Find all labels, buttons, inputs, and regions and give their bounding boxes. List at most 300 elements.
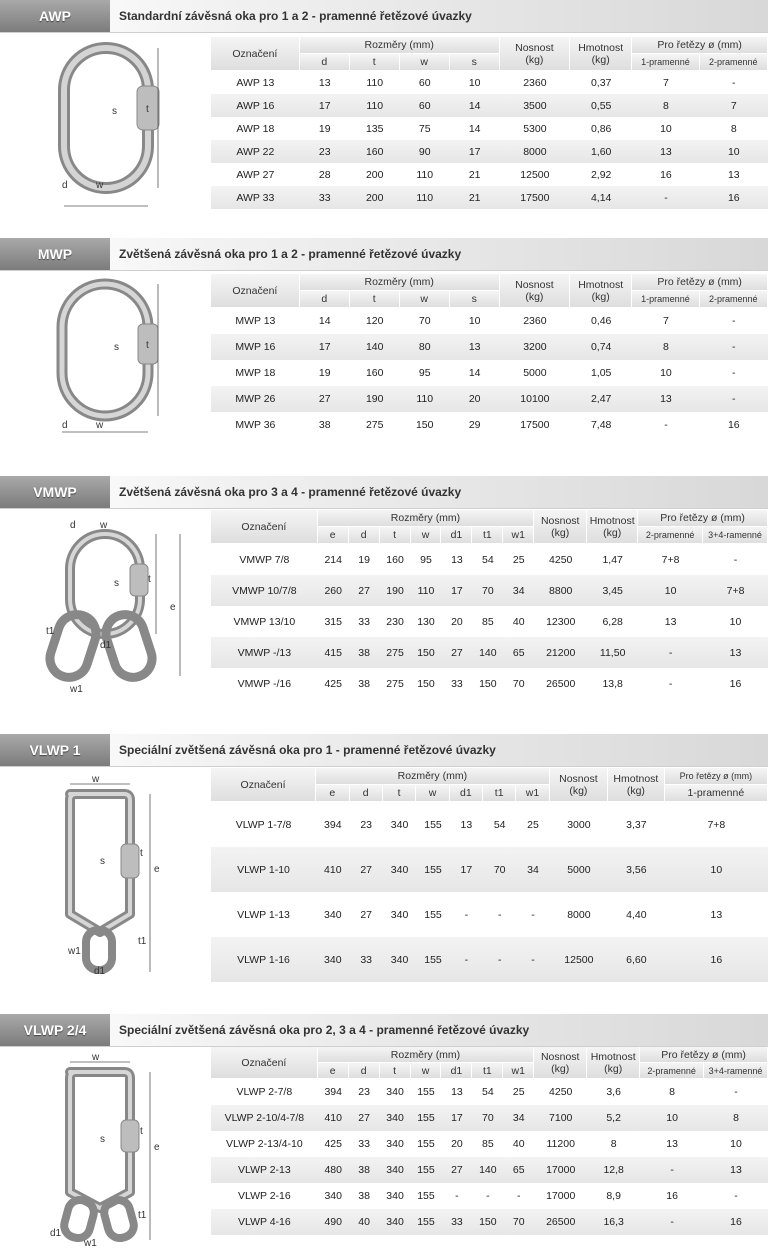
table-cell: 20 — [441, 606, 472, 637]
table-cell: 17 — [441, 1105, 472, 1131]
dim-label-t: t — [140, 848, 143, 859]
table-cell: AWP 16 — [211, 94, 300, 117]
table-cell: 70 — [472, 575, 503, 606]
table-cell: 19 — [349, 544, 380, 575]
table-row — [211, 1157, 768, 1183]
table-cell: 70 — [483, 847, 516, 892]
table-cell: 8000 — [550, 892, 608, 937]
table-cell: 65 — [503, 637, 534, 668]
table-cell: 340 — [383, 802, 416, 847]
table-cell: - — [704, 1079, 768, 1105]
table-cell: 33 — [441, 1209, 472, 1235]
table-cell: 110 — [411, 575, 442, 606]
table-cell: 8 — [704, 1105, 768, 1131]
table-row — [211, 637, 768, 668]
table-cell: 10 — [700, 140, 768, 163]
table-cell: 13,8 — [587, 668, 638, 699]
table-cell: 315 — [318, 606, 349, 637]
dim-header: e — [318, 1063, 349, 1079]
dim-header: d — [349, 527, 380, 544]
table-cell: 2,47 — [570, 386, 632, 412]
table-cell: 27 — [441, 1157, 472, 1183]
table-cell: 14 — [300, 308, 350, 334]
table-row — [211, 802, 768, 847]
table-cell: AWP 18 — [211, 117, 300, 140]
table-cell: 12500 — [550, 937, 608, 982]
table-cell: 2360 — [500, 308, 570, 334]
product-code: MWP — [0, 238, 110, 270]
table-cell: 10 — [703, 606, 768, 637]
table-cell: 16,3 — [587, 1209, 640, 1235]
table-cell: MWP 16 — [211, 334, 300, 360]
table-cell: - — [516, 937, 549, 982]
table-cell: 19 — [300, 117, 350, 140]
table-cell: 155 — [411, 1209, 442, 1235]
dim-header: w — [411, 1063, 442, 1079]
table-cell: 33 — [349, 1131, 380, 1157]
col-pro-retezy: Pro řetězy ø (mm) — [665, 768, 768, 785]
table-cell: 0,37 — [570, 71, 632, 94]
dim-header: t1 — [472, 527, 503, 544]
table-cell: 20 — [450, 386, 500, 412]
dim-header: t1 — [483, 785, 516, 802]
dim-header: w — [400, 291, 450, 308]
table-row — [211, 847, 768, 892]
table-cell: 7100 — [534, 1105, 587, 1131]
col-hmotnost — [587, 1047, 640, 1079]
table-cell: 230 — [380, 606, 411, 637]
table-cell: 1,47 — [587, 544, 638, 575]
table-cell: 155 — [416, 937, 449, 982]
table-cell: 5300 — [500, 117, 570, 140]
table-cell: 3,45 — [587, 575, 638, 606]
table-cell: 13 — [441, 1079, 472, 1105]
table-cell: VLWP 2-13 — [211, 1157, 318, 1183]
chain-header: 3+4-ramenné — [703, 527, 768, 544]
table-cell: VLWP 1-10 — [211, 847, 316, 892]
col-nosnost — [550, 768, 608, 802]
dim-header: w1 — [503, 1063, 534, 1079]
table-cell: 415 — [318, 637, 349, 668]
table-cell: 1,60 — [570, 140, 632, 163]
table-cell: VMWP -/16 — [211, 668, 318, 699]
spec-table — [211, 274, 768, 438]
table-cell: 340 — [316, 937, 349, 982]
table-cell: 27 — [441, 637, 472, 668]
table-row — [211, 163, 768, 186]
chain-header: 2-pramenné — [700, 54, 768, 71]
table-cell: 13 — [632, 140, 699, 163]
dim-header: t — [383, 785, 416, 802]
table-cell: VLWP 2-16 — [211, 1183, 318, 1209]
table-cell: 10 — [450, 71, 500, 94]
table-cell: 155 — [411, 1079, 442, 1105]
table-cell: 16 — [700, 412, 768, 438]
chain-header: 2-pramenné — [638, 527, 703, 544]
table-cell: 110 — [350, 94, 400, 117]
kg-label: (kg) — [569, 784, 588, 797]
table-cell: 17500 — [500, 186, 570, 209]
col-rozmery: Rozměry (mm) — [318, 510, 535, 527]
table-cell: MWP 18 — [211, 360, 300, 386]
table-cell: - — [638, 668, 703, 699]
col-oznaceni: Označení — [211, 1047, 318, 1079]
product-code: VMWP — [0, 476, 110, 508]
table-row — [211, 575, 768, 606]
nosnost-label: Nosnost — [515, 41, 554, 54]
table-cell: 5000 — [550, 847, 608, 892]
table-cell: 54 — [472, 544, 503, 575]
dim-label-w: w — [96, 420, 104, 431]
table-cell: 14 — [450, 117, 500, 140]
table-row — [211, 334, 768, 360]
section-title: Zvětšená závěsná oka pro 3 a 4 - pramenné řetězové úvazky — [119, 485, 462, 499]
col-rozmery: Rozměry (mm) — [300, 37, 500, 54]
table-cell: 340 — [380, 1209, 411, 1235]
col-pro-retezy: Pro řetězy ø (mm) — [632, 274, 768, 291]
hmotnost-label: Hmotnost — [578, 41, 624, 54]
table-cell: 425 — [318, 1131, 349, 1157]
table-cell: - — [483, 937, 516, 982]
dim-header: w1 — [503, 527, 534, 544]
table-cell: 200 — [350, 163, 400, 186]
table-cell: 26500 — [534, 668, 587, 699]
dim-header: w — [416, 785, 449, 802]
table-cell: 7+8 — [665, 802, 768, 847]
table-cell: - — [700, 334, 768, 360]
table-cell: 7,48 — [570, 412, 632, 438]
dim-label-d: d — [62, 180, 68, 191]
kg-label: (kg) — [603, 526, 622, 539]
table-cell: 34 — [516, 847, 549, 892]
table-cell: 3,56 — [608, 847, 665, 892]
table-cell: 110 — [400, 386, 450, 412]
table-cell: 33 — [441, 668, 472, 699]
table-cell: 70 — [503, 668, 534, 699]
table-cell: 26500 — [534, 1209, 587, 1235]
dim-header: e — [318, 527, 349, 544]
table-cell: 4250 — [534, 544, 587, 575]
kg-label: (kg) — [525, 53, 544, 66]
col-hmotnost — [587, 510, 638, 544]
chain-header: 3+4-ramenné — [704, 1063, 768, 1079]
table-cell: 200 — [350, 186, 400, 209]
table-cell: 480 — [318, 1157, 349, 1183]
table-cell: AWP 27 — [211, 163, 300, 186]
table-cell: - — [704, 1183, 768, 1209]
dim-label-d1: d1 — [50, 1228, 62, 1239]
vlwp24-figure — [0, 1050, 210, 1248]
table-cell: 1,05 — [570, 360, 632, 386]
table-cell: 340 — [380, 1105, 411, 1131]
table-cell: 7 — [632, 308, 699, 334]
table-cell: 21200 — [534, 637, 587, 668]
table-cell: 38 — [349, 1183, 380, 1209]
table-row — [211, 937, 768, 982]
table-cell: VMWP 7/8 — [211, 544, 318, 575]
product-code: VLWP 2/4 — [0, 1014, 110, 1046]
table-row — [211, 117, 768, 140]
table-cell: 38 — [300, 412, 350, 438]
dim-label-s: s — [114, 578, 119, 589]
table-cell: 0,74 — [570, 334, 632, 360]
table-cell: 12500 — [500, 163, 570, 186]
table-cell: MWP 26 — [211, 386, 300, 412]
table-cell: 340 — [316, 892, 349, 937]
table-cell: 16 — [700, 186, 768, 209]
table-cell: 17 — [450, 847, 483, 892]
table-cell: 38 — [349, 637, 380, 668]
dim-header: d1 — [441, 1063, 472, 1079]
table-cell: VLWP 2-10/4-7/8 — [211, 1105, 318, 1131]
table-cell: 60 — [400, 71, 450, 94]
table-cell: 17500 — [500, 412, 570, 438]
table-cell: 0,55 — [570, 94, 632, 117]
table-cell: 33 — [350, 937, 383, 982]
table-cell: 410 — [316, 847, 349, 892]
hmotnost-label: Hmotnost — [578, 278, 624, 291]
table-cell: VMWP -/13 — [211, 637, 318, 668]
col-rozmery: Rozměry (mm) — [318, 1047, 535, 1063]
dim-header: w — [411, 527, 442, 544]
table-cell: 27 — [300, 386, 350, 412]
table-cell: 80 — [400, 334, 450, 360]
table-cell: 5000 — [500, 360, 570, 386]
dim-label-e: e — [154, 1142, 160, 1153]
dim-label-w: w — [96, 180, 104, 191]
table-cell: 7 — [700, 94, 768, 117]
table-cell: 340 — [383, 937, 416, 982]
table-cell: 13 — [640, 1131, 704, 1157]
product-code: VLWP 1 — [0, 734, 110, 766]
table-cell: 16 — [665, 937, 768, 982]
table-cell: 11200 — [534, 1131, 587, 1157]
table-cell: 13 — [665, 892, 768, 937]
dim-label-w1: w1 — [84, 1238, 97, 1248]
table-cell: 7+8 — [703, 575, 768, 606]
col-rozmery: Rozměry (mm) — [300, 274, 500, 291]
dim-header: d — [350, 785, 383, 802]
col-hmotnost — [608, 768, 665, 802]
table-cell: - — [516, 892, 549, 937]
table-cell: 10 — [640, 1105, 704, 1131]
dim-label-d1: d1 — [100, 640, 112, 651]
table-row — [211, 544, 768, 575]
table-cell: 150 — [472, 1209, 503, 1235]
table-cell: VLWP 1-16 — [211, 937, 316, 982]
dim-label-s: s — [100, 856, 105, 867]
table-cell: 394 — [316, 802, 349, 847]
table-cell: 160 — [350, 360, 400, 386]
table-cell: 13 — [441, 544, 472, 575]
table-cell: 0,46 — [570, 308, 632, 334]
table-cell: 155 — [411, 1183, 442, 1209]
kg-label: (kg) — [591, 290, 610, 303]
col-hmotnost — [570, 37, 632, 71]
table-cell: 40 — [503, 606, 534, 637]
table-cell: 7+8 — [638, 544, 703, 575]
table-row — [211, 1105, 768, 1131]
table-cell: 27 — [349, 575, 380, 606]
dim-label-t: t — [148, 574, 151, 585]
table-cell: 340 — [380, 1079, 411, 1105]
table-cell: 95 — [411, 544, 442, 575]
table-cell: 110 — [400, 163, 450, 186]
table-cell: 23 — [349, 1079, 380, 1105]
col-oznaceni: Označení — [211, 274, 300, 308]
hmotnost-label: Hmotnost — [590, 1050, 636, 1063]
dim-header: e — [316, 785, 349, 802]
kg-label: (kg) — [626, 784, 645, 797]
kg-label: (kg) — [604, 1062, 623, 1075]
table-cell: 340 — [380, 1183, 411, 1209]
mwp-figure — [0, 276, 210, 436]
table-cell: 340 — [380, 1157, 411, 1183]
table-cell: - — [450, 892, 483, 937]
table-cell: 4,14 — [570, 186, 632, 209]
table-cell: 60 — [400, 94, 450, 117]
table-cell: VLWP 4-16 — [211, 1209, 318, 1235]
table-cell: - — [632, 412, 699, 438]
table-cell: 10100 — [500, 386, 570, 412]
table-row — [211, 308, 768, 334]
kg-label: (kg) — [591, 53, 610, 66]
table-cell: 21 — [450, 163, 500, 186]
section-title: Standardní závěsná oka pro 1 a 2 - pramenné řetězové úvazky — [119, 9, 472, 23]
table-cell: 155 — [411, 1105, 442, 1131]
table-row — [211, 1131, 768, 1157]
table-cell: 17 — [300, 334, 350, 360]
product-code: AWP — [0, 0, 110, 32]
table-cell: 16 — [703, 668, 768, 699]
table-cell: VLWP 2-13/4-10 — [211, 1131, 318, 1157]
table-cell: 155 — [416, 802, 449, 847]
table-cell: VLWP 2-7/8 — [211, 1079, 318, 1105]
table-cell: 275 — [380, 668, 411, 699]
table-cell: 410 — [318, 1105, 349, 1131]
dim-header: t — [350, 54, 400, 71]
spec-table — [211, 768, 768, 982]
col-oznaceni: Označení — [211, 510, 318, 544]
table-cell: 190 — [380, 575, 411, 606]
table-cell: 150 — [472, 668, 503, 699]
table-cell: 13 — [632, 386, 699, 412]
table-cell: 28 — [300, 163, 350, 186]
table-cell: 27 — [350, 892, 383, 937]
kg-label: (kg) — [551, 526, 570, 539]
dim-header: s — [450, 54, 500, 71]
table-cell: 40 — [503, 1131, 534, 1157]
table-cell: 13 — [450, 802, 483, 847]
dim-label-w1: w1 — [70, 684, 83, 695]
dim-label-t: t — [140, 1126, 143, 1137]
chain-header: 2-pramenné — [640, 1063, 704, 1079]
table-cell: 16 — [704, 1209, 768, 1235]
col-oznaceni: Označení — [211, 768, 316, 802]
table-cell: - — [483, 892, 516, 937]
table-cell: 13 — [450, 334, 500, 360]
table-cell: 33 — [300, 186, 350, 209]
table-cell: 260 — [318, 575, 349, 606]
table-cell: 2,92 — [570, 163, 632, 186]
col-pro-retezy: Pro řetězy ø (mm) — [640, 1047, 768, 1063]
table-cell: 14 — [450, 94, 500, 117]
dim-header: d — [300, 291, 350, 308]
dim-label-d: d — [62, 420, 68, 431]
col-nosnost — [500, 37, 570, 71]
table-cell: 23 — [350, 802, 383, 847]
section-vlwp1 — [0, 734, 768, 1004]
table-cell: 130 — [411, 606, 442, 637]
dim-header: d1 — [441, 527, 472, 544]
table-cell: MWP 13 — [211, 308, 300, 334]
awp-figure — [0, 38, 210, 208]
vmwp-figure — [0, 516, 210, 696]
table-cell: 20 — [441, 1131, 472, 1157]
table-cell: 155 — [411, 1157, 442, 1183]
spec-table — [211, 37, 768, 209]
chain-header: 1-pramenné — [632, 291, 699, 308]
table-cell: 3500 — [500, 94, 570, 117]
table-cell: 34 — [503, 1105, 534, 1131]
table-cell: 19 — [300, 360, 350, 386]
col-hmotnost — [570, 274, 632, 308]
table-cell: 340 — [383, 847, 416, 892]
dim-label-w: w — [92, 774, 100, 785]
table-cell: 110 — [350, 71, 400, 94]
table-row — [211, 1183, 768, 1209]
table-cell: 54 — [472, 1079, 503, 1105]
table-cell: 16 — [632, 163, 699, 186]
section-title: Speciální zvětšená závěsná oka pro 2, 3 a 4 - pramenné řetězové úvazky — [119, 1023, 530, 1037]
table-cell: 7 — [632, 71, 699, 94]
dim-label-s: s — [112, 106, 117, 117]
table-cell: 120 — [350, 308, 400, 334]
table-cell: 13 — [700, 163, 768, 186]
table-cell: 340 — [383, 892, 416, 937]
chain-header: 1-pramenné — [665, 785, 768, 802]
dim-label-t1: t1 — [138, 936, 147, 947]
table-cell: 3000 — [550, 802, 608, 847]
table-cell: - — [638, 637, 703, 668]
table-cell: 70 — [503, 1209, 534, 1235]
nosnost-label: Nosnost — [540, 514, 580, 527]
dim-header: t — [380, 1063, 411, 1079]
col-pro-retezy: Pro řetězy ø (mm) — [638, 510, 768, 527]
table-cell: - — [703, 544, 768, 575]
table-cell: 34 — [503, 575, 534, 606]
table-cell: 25 — [516, 802, 549, 847]
table-cell: 140 — [472, 1157, 503, 1183]
table-cell: 38 — [349, 1157, 380, 1183]
dim-label-d1: d1 — [94, 966, 106, 976]
table-row — [211, 412, 768, 438]
table-cell: 75 — [400, 117, 450, 140]
table-cell: 0,86 — [570, 117, 632, 140]
col-nosnost — [534, 1047, 587, 1079]
table-cell: VMWP 10/7/8 — [211, 575, 318, 606]
table-cell: 17000 — [534, 1183, 587, 1209]
table-row — [211, 668, 768, 699]
table-cell: 8 — [640, 1079, 704, 1105]
table-cell: 2360 — [500, 71, 570, 94]
table-cell: 150 — [411, 668, 442, 699]
table-cell: - — [700, 386, 768, 412]
dim-label-w: w — [92, 1052, 100, 1063]
table-cell: 12,8 — [587, 1157, 640, 1183]
table-cell: 10 — [450, 308, 500, 334]
table-cell: - — [700, 308, 768, 334]
